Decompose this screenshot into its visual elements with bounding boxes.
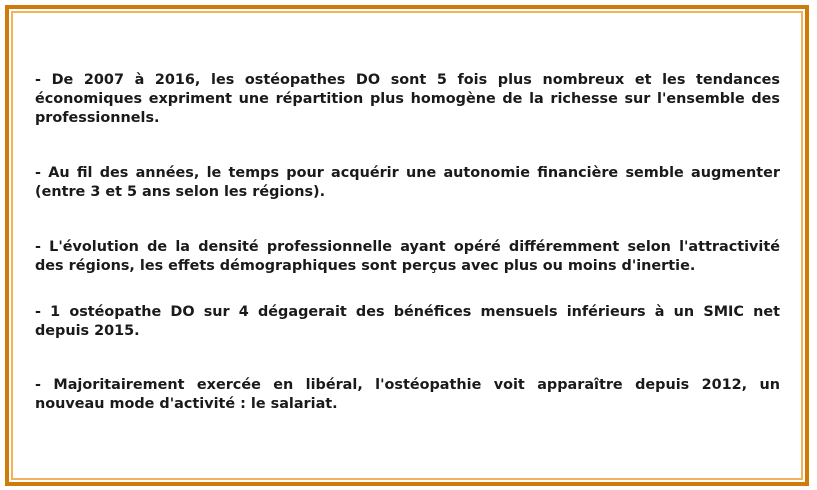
summary-box bbox=[5, 5, 809, 486]
bullet-point: - 1 ostéopathe DO sur 4 dégagerait des bénéfices mensuels inférieurs à un SMIC net depuis 2015. bbox=[35, 304, 780, 339]
bullet-point: - Au fil des années, le temps pour acquérir une autonomie financière semble augmenter (entre 3 et 5 ans selon les régions). bbox=[35, 165, 780, 200]
bullet-point: - De 2007 à 2016, les ostéopathes DO sont 5 fois plus nombreux et les tendances économiques expriment une répartition plus homogène de la richesse sur l'ensemble des professionnels. bbox=[35, 72, 780, 126]
bullet-point: - L'évolution de la densité professionnelle ayant opéré différemment selon l'attractivité des régions, les effets démographiques sont perçus avec plus ou moins d'inertie. bbox=[35, 239, 780, 274]
bullet-point: - Majoritairement exercée en libéral, l'ostéopathie voit apparaître depuis 2012, un nouveau mode d'activité : le salariat. bbox=[35, 377, 780, 412]
